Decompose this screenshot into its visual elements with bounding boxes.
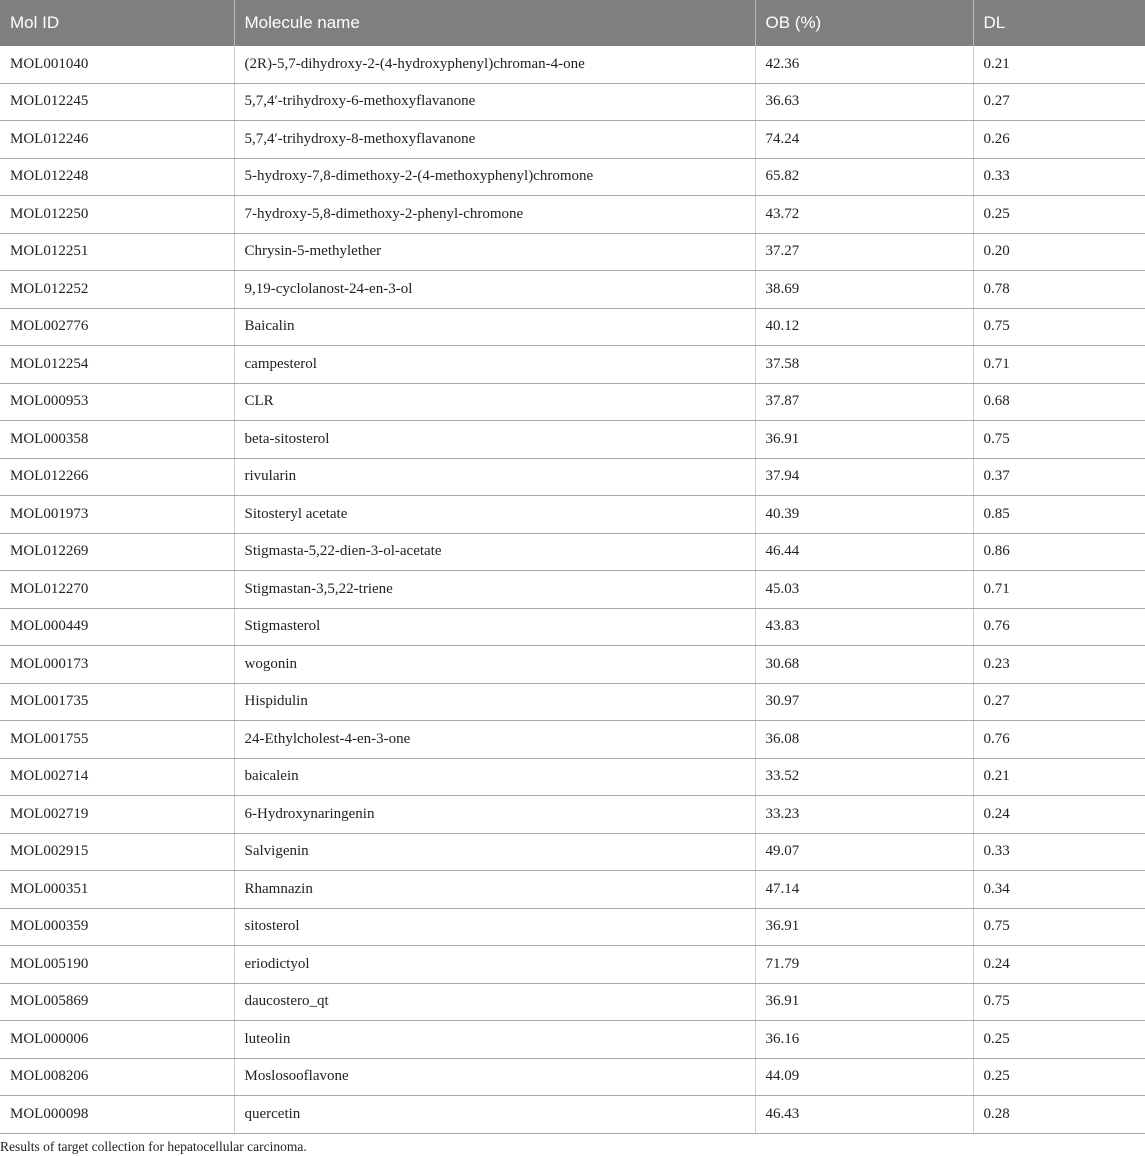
dl-cell: 0.21 [973, 758, 1145, 796]
table-row [0, 871, 1145, 909]
table-row [0, 571, 1145, 609]
table-row [0, 1021, 1145, 1059]
table-row [0, 233, 1145, 271]
ob-cell: 36.16 [755, 1021, 973, 1059]
dl-cell: 0.25 [973, 196, 1145, 234]
dl-cell: 0.34 [973, 871, 1145, 909]
mol-id-cell: MOL012245 [0, 83, 234, 121]
dl-cell: 0.33 [973, 833, 1145, 871]
ob-cell: 47.14 [755, 871, 973, 909]
molecule-name-cell: 7-hydroxy-5,8-dimethoxy-2-phenyl-chromone [234, 196, 755, 234]
molecule-name-cell: Stigmasterol [234, 608, 755, 646]
ob-cell: 44.09 [755, 1058, 973, 1096]
mol-id-cell: MOL012252 [0, 271, 234, 309]
dl-cell: 0.76 [973, 608, 1145, 646]
molecule-name-cell: luteolin [234, 1021, 755, 1059]
table-row [0, 346, 1145, 384]
table-row [0, 833, 1145, 871]
dl-cell: 0.37 [973, 458, 1145, 496]
table-caption: Results of target collection for hepatocellular carcinoma. [0, 1139, 307, 1154]
ob-cell: 42.36 [755, 46, 973, 83]
table-row [0, 908, 1145, 946]
table-row [0, 158, 1145, 196]
table-row [0, 683, 1145, 721]
ob-cell: 46.44 [755, 533, 973, 571]
mol-id-cell: MOL000173 [0, 646, 234, 684]
molecule-name-cell: Stigmasta-5,22-dien-3-ol-acetate [234, 533, 755, 571]
molecule-name-cell: quercetin [234, 1096, 755, 1134]
mol-id-cell: MOL001973 [0, 496, 234, 534]
mol-id-cell: MOL012246 [0, 121, 234, 159]
mol-id-cell: MOL000358 [0, 421, 234, 459]
dl-cell: 0.33 [973, 158, 1145, 196]
molecule-name-cell: 24-Ethylcholest-4-en-3-one [234, 721, 755, 759]
molecule-name-cell: daucostero_qt [234, 983, 755, 1021]
molecule-name-cell: eriodictyol [234, 946, 755, 984]
table-row [0, 46, 1145, 83]
ob-cell: 36.91 [755, 421, 973, 459]
dl-cell: 0.85 [973, 496, 1145, 534]
mol-id-cell: MOL012251 [0, 233, 234, 271]
mol-id-cell: MOL000006 [0, 1021, 234, 1059]
mol-id-cell: MOL012248 [0, 158, 234, 196]
header-ob: OB (%) [755, 0, 973, 46]
mol-id-cell: MOL012269 [0, 533, 234, 571]
table-row [0, 608, 1145, 646]
ob-cell: 33.52 [755, 758, 973, 796]
table-row [0, 758, 1145, 796]
molecule-name-cell: 5,7,4′-trihydroxy-6-methoxyflavanone [234, 83, 755, 121]
ob-cell: 46.43 [755, 1096, 973, 1134]
dl-cell: 0.23 [973, 646, 1145, 684]
dl-cell: 0.78 [973, 271, 1145, 309]
molecule-name-cell: 9,19-cyclolanost-24-en-3-ol [234, 271, 755, 309]
mol-id-cell: MOL002776 [0, 308, 234, 346]
mol-id-cell: MOL000098 [0, 1096, 234, 1134]
table-row [0, 83, 1145, 121]
ob-cell: 71.79 [755, 946, 973, 984]
header-dl: DL [973, 0, 1145, 46]
ob-cell: 65.82 [755, 158, 973, 196]
dl-cell: 0.71 [973, 571, 1145, 609]
molecule-name-cell: Baicalin [234, 308, 755, 346]
table-row [0, 1096, 1145, 1134]
ob-cell: 40.12 [755, 308, 973, 346]
mol-id-cell: MOL001040 [0, 46, 234, 83]
table-row [0, 271, 1145, 309]
ob-cell: 74.24 [755, 121, 973, 159]
dl-cell: 0.27 [973, 683, 1145, 721]
ob-cell: 37.27 [755, 233, 973, 271]
ob-cell: 38.69 [755, 271, 973, 309]
dl-cell: 0.27 [973, 83, 1145, 121]
mol-id-cell: MOL000351 [0, 871, 234, 909]
table-row [0, 421, 1145, 459]
molecule-name-cell: campesterol [234, 346, 755, 384]
molecule-name-cell: Stigmastan-3,5,22-triene [234, 571, 755, 609]
mol-id-cell: MOL000359 [0, 908, 234, 946]
ob-cell: 49.07 [755, 833, 973, 871]
molecule-name-cell: 5-hydroxy-7,8-dimethoxy-2-(4-methoxyphenyl)chromone [234, 158, 755, 196]
molecule-name-cell: wogonin [234, 646, 755, 684]
mol-id-cell: MOL002719 [0, 796, 234, 834]
mol-id-cell: MOL005190 [0, 946, 234, 984]
molecule-name-cell: sitosterol [234, 908, 755, 946]
dl-cell: 0.20 [973, 233, 1145, 271]
dl-cell: 0.24 [973, 946, 1145, 984]
table-row [0, 796, 1145, 834]
dl-cell: 0.25 [973, 1058, 1145, 1096]
mol-id-cell: MOL001755 [0, 721, 234, 759]
molecule-name-cell: beta-sitosterol [234, 421, 755, 459]
dl-cell: 0.21 [973, 46, 1145, 83]
table-row [0, 496, 1145, 534]
table-row [0, 121, 1145, 159]
table-row [0, 946, 1145, 984]
molecule-name-cell: rivularin [234, 458, 755, 496]
table-header-row [0, 0, 1145, 46]
table-row [0, 533, 1145, 571]
table-row [0, 983, 1145, 1021]
table-row [0, 1058, 1145, 1096]
dl-cell: 0.75 [973, 308, 1145, 346]
ob-cell: 36.91 [755, 983, 973, 1021]
table-row [0, 196, 1145, 234]
header-mol-id: Mol ID [0, 0, 234, 46]
ob-cell: 43.83 [755, 608, 973, 646]
molecule-name-cell: Sitosteryl acetate [234, 496, 755, 534]
molecule-name-cell: (2R)-5,7-dihydroxy-2-(4-hydroxyphenyl)chroman-4-one [234, 46, 755, 83]
molecule-name-cell: Moslosooflavone [234, 1058, 755, 1096]
table-row [0, 308, 1145, 346]
dl-cell: 0.75 [973, 983, 1145, 1021]
ob-cell: 30.97 [755, 683, 973, 721]
dl-cell: 0.71 [973, 346, 1145, 384]
dl-cell: 0.68 [973, 383, 1145, 421]
ob-cell: 40.39 [755, 496, 973, 534]
ob-cell: 33.23 [755, 796, 973, 834]
molecule-name-cell: Chrysin-5-methylether [234, 233, 755, 271]
dl-cell: 0.75 [973, 908, 1145, 946]
dl-cell: 0.75 [973, 421, 1145, 459]
dl-cell: 0.25 [973, 1021, 1145, 1059]
ob-cell: 36.08 [755, 721, 973, 759]
dl-cell: 0.24 [973, 796, 1145, 834]
dl-cell: 0.76 [973, 721, 1145, 759]
molecule-name-cell: Hispidulin [234, 683, 755, 721]
mol-id-cell: MOL008206 [0, 1058, 234, 1096]
ob-cell: 36.63 [755, 83, 973, 121]
table-row [0, 646, 1145, 684]
molecule-name-cell: CLR [234, 383, 755, 421]
mol-id-cell: MOL001735 [0, 683, 234, 721]
header-molecule-name: Molecule name [234, 0, 755, 46]
mol-id-cell: MOL005869 [0, 983, 234, 1021]
molecule-name-cell: 5,7,4′-trihydroxy-8-methoxyflavanone [234, 121, 755, 159]
ob-cell: 36.91 [755, 908, 973, 946]
ob-cell: 30.68 [755, 646, 973, 684]
table-row [0, 383, 1145, 421]
ob-cell: 43.72 [755, 196, 973, 234]
mol-id-cell: MOL002714 [0, 758, 234, 796]
ob-cell: 37.87 [755, 383, 973, 421]
ob-cell: 37.94 [755, 458, 973, 496]
molecule-name-cell: Rhamnazin [234, 871, 755, 909]
dl-cell: 0.26 [973, 121, 1145, 159]
ob-cell: 37.58 [755, 346, 973, 384]
mol-id-cell: MOL002915 [0, 833, 234, 871]
molecule-name-cell: baicalein [234, 758, 755, 796]
mol-id-cell: MOL012270 [0, 571, 234, 609]
table-row [0, 721, 1145, 759]
dl-cell: 0.86 [973, 533, 1145, 571]
mol-id-cell: MOL012254 [0, 346, 234, 384]
dl-cell: 0.28 [973, 1096, 1145, 1134]
mol-id-cell: MOL000449 [0, 608, 234, 646]
molecule-name-cell: Salvigenin [234, 833, 755, 871]
mol-id-cell: MOL012250 [0, 196, 234, 234]
ob-cell: 45.03 [755, 571, 973, 609]
table-row [0, 458, 1145, 496]
molecule-name-cell: 6-Hydroxynaringenin [234, 796, 755, 834]
table-body [0, 46, 1145, 1133]
mol-id-cell: MOL000953 [0, 383, 234, 421]
mol-id-cell: MOL012266 [0, 458, 234, 496]
